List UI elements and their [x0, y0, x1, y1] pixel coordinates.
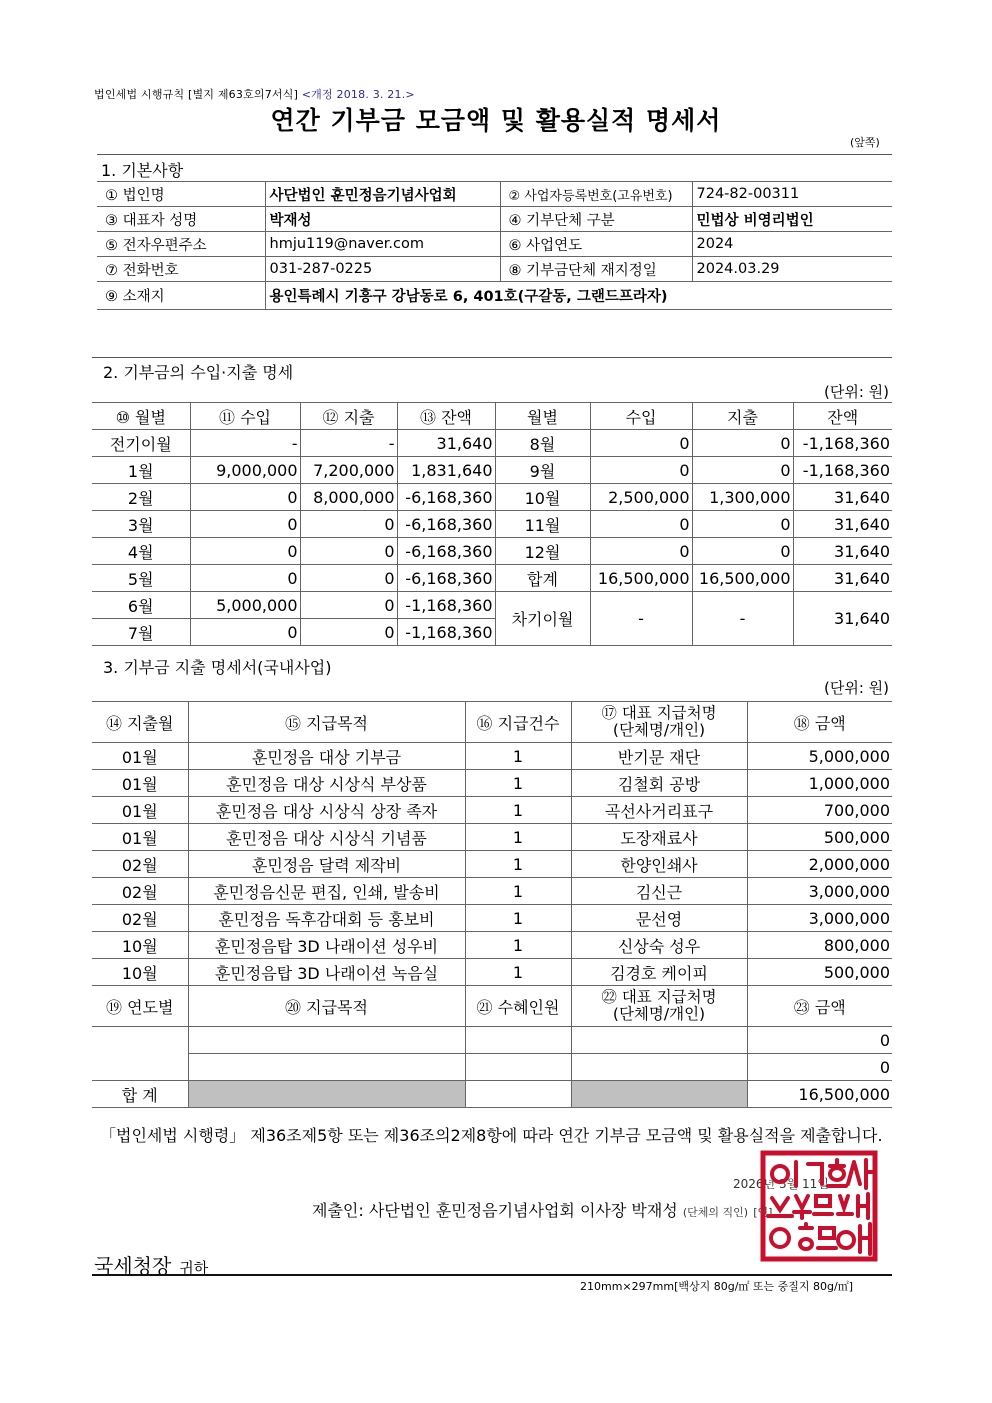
purpose-cell: 훈민정음 달력 제작비 [188, 851, 465, 878]
purpose-cell: 훈민정음 대상 시상식 부상품 [188, 770, 465, 797]
expense-cell: 0 [300, 619, 397, 646]
section2-top-rule [92, 357, 892, 358]
header-income-2: 수입 [590, 403, 692, 430]
amount-cell: 1,000,000 [747, 770, 892, 797]
month-cell: 4월 [92, 538, 190, 565]
expense-cell: 16,500,000 [692, 565, 793, 592]
value-phone: 031-287-0225 [265, 257, 500, 282]
total-purpose-shaded [188, 1081, 465, 1108]
submitter-line [312, 1198, 772, 1221]
header-balance: ⑬ 잔액 [397, 403, 495, 430]
expense-month-cell: 01월 [92, 797, 188, 824]
table-header-row [92, 702, 892, 743]
expense-cell: 0 [300, 592, 397, 619]
table-row [92, 824, 892, 851]
carry-forward-month-cell: 차기이월 [495, 592, 590, 646]
balance-cell: 31,640 [793, 511, 892, 538]
table-row [92, 851, 892, 878]
amount-cell: 500,000 [747, 824, 892, 851]
count-cell: 1 [465, 743, 571, 770]
amount-cell: 5,000,000 [747, 743, 892, 770]
income-cell: 0 [190, 565, 300, 592]
value-email: hmju119@naver.com [265, 232, 500, 257]
label-business-year: ⑥ 사업연도 [500, 232, 692, 257]
total-row [92, 1081, 892, 1108]
label-address: ⑨ 소재지 [97, 282, 265, 310]
table-row [92, 743, 892, 770]
count-cell: 1 [465, 932, 571, 959]
balance-cell: -1,168,360 [397, 592, 495, 619]
month-cell: 11월 [495, 511, 590, 538]
value-address: 용인특례시 기흥구 강남동로 6, 401호(구갈동, 그랜드프라자) [265, 282, 892, 310]
month-cell: 3월 [92, 511, 190, 538]
seal-glyphs [768, 1160, 872, 1254]
purpose-cell: 훈민정음 독후감대회 등 홍보비 [188, 905, 465, 932]
table-row [92, 538, 892, 565]
amount-cell: 700,000 [747, 797, 892, 824]
count-cell: 1 [465, 824, 571, 851]
balance-cell: -6,168,360 [397, 565, 495, 592]
submitter-label: 제출인: 사단법인 훈민정음기념사업회 이사장 박재성 [312, 1201, 678, 1220]
value-corp-name: 사단법인 훈민정음기념사업회 [265, 182, 500, 207]
expense-month-cell: 02월 [92, 878, 188, 905]
submitter-note: (단체의 직인) [682, 1206, 749, 1219]
value-business-number: 724-82-00311 [692, 182, 892, 207]
label-redesignation-date: ⑧ 기부금단체 재지정일 [500, 257, 692, 282]
label-email: ⑤ 전자우편주소 [97, 232, 265, 257]
month-cell: 합계 [495, 565, 590, 592]
yearly-payee-cell [571, 1054, 747, 1081]
recipient-name: 국세청장 [94, 1254, 172, 1278]
carry-forward-balance-cell: 31,640 [793, 592, 892, 646]
value-donation-org-type: 민법상 비영리법인 [692, 207, 892, 232]
form-identifier [94, 86, 415, 102]
yearly-amount-cell: 0 [747, 1054, 892, 1081]
month-cell: 10월 [495, 484, 590, 511]
section3-unit: (단위: 원) [824, 679, 889, 697]
header-balance-2: 잔액 [793, 403, 892, 430]
header-count: ⑯ 지급건수 [465, 702, 571, 743]
submission-statement: 「법인세법 시행령」 제36조제5항 또는 제36조의2제8항에 따라 연간 기부금 모금액 및 활용실적을 제출합니다. [100, 1126, 883, 1145]
table-row [92, 511, 892, 538]
purpose-cell: 훈민정음 대상 시상식 기념품 [188, 824, 465, 851]
form-id-text: 법인세법 시행규칙 [별지 제63호의7서식] [94, 88, 299, 101]
page-side-label: (앞쪽) [850, 136, 880, 149]
income-cell: 0 [190, 484, 300, 511]
month-cell: 2월 [92, 484, 190, 511]
value-redesignation-date: 2024.03.29 [692, 257, 892, 282]
balance-cell: 31,640 [793, 484, 892, 511]
header-yearly-purpose: ⑳ 지급목적 [188, 986, 465, 1027]
seal-mark: [인] [753, 1206, 773, 1219]
header-income: ⑪ 수입 [190, 403, 300, 430]
expense-month-cell: 10월 [92, 932, 188, 959]
header-year: ⑲ 연도별 [92, 986, 188, 1027]
label-corp-name: ① 법인명 [97, 182, 265, 207]
table-row [92, 797, 892, 824]
income-cell: 9,000,000 [190, 457, 300, 484]
payee-cell: 신상숙 성우 [571, 932, 747, 959]
table-row [92, 959, 892, 986]
page-title: 연간 기부금 모금액 및 활용실적 명세서 [270, 106, 722, 135]
total-payee-shaded [571, 1081, 747, 1108]
header-payee-line1: ⑰ 대표 지급처명 [601, 704, 717, 722]
amount-cell: 2,000,000 [747, 851, 892, 878]
amount-cell: 800,000 [747, 932, 892, 959]
expense-month-cell: 10월 [92, 959, 188, 986]
table-row [92, 484, 892, 511]
month-cell: 전기이월 [92, 430, 190, 457]
header-yearly-payee-line1: ㉒ 대표 지급처명 [601, 988, 717, 1006]
expense-cell: 0 [300, 538, 397, 565]
month-cell: 8월 [495, 430, 590, 457]
income-cell: 0 [590, 511, 692, 538]
month-cell: 9월 [495, 457, 590, 484]
value-business-year: 2024 [692, 232, 892, 257]
expense-cell: 0 [300, 511, 397, 538]
footer-rule [92, 1274, 892, 1276]
month-cell: 5월 [92, 565, 190, 592]
payee-cell: 한양인쇄사 [571, 851, 747, 878]
expense-cell: 1,300,000 [692, 484, 793, 511]
carry-forward-income-cell: - [590, 592, 692, 646]
label-donation-org-type: ④ 기부단체 구분 [500, 207, 692, 232]
expense-cell: 0 [692, 457, 793, 484]
info-row [97, 257, 892, 282]
income-cell: 0 [190, 511, 300, 538]
amount-cell: 500,000 [747, 959, 892, 986]
total-amount: 16,500,000 [747, 1081, 892, 1108]
header-yearly-payee [571, 986, 747, 1027]
count-cell: 1 [465, 959, 571, 986]
month-cell: 12월 [495, 538, 590, 565]
month-cell: 1월 [92, 457, 190, 484]
header-expense-month: ⑭ 지출월 [92, 702, 188, 743]
info-row [97, 282, 892, 310]
recipient-suffix: 귀하 [179, 1259, 209, 1277]
income-cell: 0 [590, 538, 692, 565]
header-expense: ⑫ 지출 [300, 403, 397, 430]
header-yearly-amount: ㉓ 금액 [747, 986, 892, 1027]
payee-cell: 김경호 케이피 [571, 959, 747, 986]
count-cell: 1 [465, 770, 571, 797]
expense-month-cell: 02월 [92, 851, 188, 878]
info-row [97, 207, 892, 232]
header-month: ⑩ 월별 [92, 403, 190, 430]
income-cell: - [190, 430, 300, 457]
month-cell: 6월 [92, 592, 190, 619]
expense-month-cell: 01월 [92, 770, 188, 797]
purpose-cell: 훈민정음신문 편집, 인쇄, 발송비 [188, 878, 465, 905]
income-cell: 2,500,000 [590, 484, 692, 511]
income-expense-table [92, 402, 892, 646]
month-cell: 7월 [92, 619, 190, 646]
income-cell: 5,000,000 [190, 592, 300, 619]
expense-cell: 0 [692, 511, 793, 538]
balance-cell: 1,831,640 [397, 457, 495, 484]
count-cell: 1 [465, 905, 571, 932]
payee-cell: 김철회 공방 [571, 770, 747, 797]
income-cell: 0 [190, 538, 300, 565]
expense-cell: 0 [692, 538, 793, 565]
yearly-row [92, 1054, 892, 1081]
table-header-row [92, 403, 892, 430]
table-row [92, 905, 892, 932]
year-cell [92, 1027, 188, 1081]
total-label: 합 계 [92, 1081, 188, 1108]
income-cell: 0 [190, 619, 300, 646]
expense-month-cell: 01월 [92, 824, 188, 851]
section3-title: 3. 기부금 지출 명세서(국내사업) [103, 658, 332, 677]
balance-cell: -1,168,360 [397, 619, 495, 646]
expense-month-cell: 01월 [92, 743, 188, 770]
total-count-empty [465, 1081, 571, 1108]
expense-cell: 8,000,000 [300, 484, 397, 511]
payee-cell: 문선영 [571, 905, 747, 932]
yearly-row [92, 1027, 892, 1054]
purpose-cell: 훈민정음 대상 시상식 상장 족자 [188, 797, 465, 824]
section1-title: 1. 기본사항 [101, 161, 184, 180]
count-cell: 1 [465, 851, 571, 878]
table-row [92, 878, 892, 905]
header-payee-line2: (단체명/개인) [612, 721, 706, 739]
beneficiaries-cell [465, 1054, 571, 1081]
count-cell: 1 [465, 797, 571, 824]
amount-cell: 3,000,000 [747, 905, 892, 932]
purpose-cell: 훈민정음탑 3D 나래이션 녹음실 [188, 959, 465, 986]
payee-cell: 곡선사거리표구 [571, 797, 747, 824]
amount-cell: 3,000,000 [747, 878, 892, 905]
purpose-cell: 훈민정음탑 3D 나래이션 성우비 [188, 932, 465, 959]
balance-cell: -1,168,360 [793, 457, 892, 484]
balance-cell: -6,168,360 [397, 511, 495, 538]
header-beneficiaries: ㉑ 수혜인원 [465, 986, 571, 1027]
payee-cell: 김신근 [571, 878, 747, 905]
table-row [92, 565, 892, 592]
section2-title: 2. 기부금의 수입·지출 명세 [103, 363, 294, 382]
table-row [92, 457, 892, 484]
yearly-purpose-cell [188, 1027, 465, 1054]
submission-date: 2026년 3월 11일 [733, 1177, 829, 1191]
header-purpose: ⑮ 지급목적 [188, 702, 465, 743]
yearly-amount-cell: 0 [747, 1027, 892, 1054]
income-cell: 0 [590, 430, 692, 457]
expense-cell: 7,200,000 [300, 457, 397, 484]
header-payee [571, 702, 747, 743]
table-row [92, 932, 892, 959]
label-business-number: ② 사업자등록번호(고유번호) [500, 182, 692, 207]
expense-cell: - [300, 430, 397, 457]
balance-cell: 31,640 [397, 430, 495, 457]
section2-unit: (단위: 원) [824, 383, 889, 401]
label-phone: ⑦ 전화번호 [97, 257, 265, 282]
balance-cell: -6,168,360 [397, 484, 495, 511]
label-representative: ③ 대표자 성명 [97, 207, 265, 232]
expense-detail-table [92, 701, 892, 1108]
balance-cell: 31,640 [793, 538, 892, 565]
header-yearly-payee-line2: (단체명/개인) [612, 1005, 706, 1023]
payee-cell: 도장재료사 [571, 824, 747, 851]
income-cell: 16,500,000 [590, 565, 692, 592]
balance-cell: -6,168,360 [397, 538, 495, 565]
header-month-2: 월별 [495, 403, 590, 430]
value-representative: 박재성 [265, 207, 500, 232]
header-amount: ⑱ 금액 [747, 702, 892, 743]
official-seal-stamp [760, 1150, 878, 1262]
yearly-header-row [92, 986, 892, 1027]
count-cell: 1 [465, 878, 571, 905]
expense-month-cell: 02월 [92, 905, 188, 932]
table-row [92, 592, 892, 619]
table-row [92, 770, 892, 797]
balance-cell: 31,640 [793, 565, 892, 592]
basic-info-table [97, 181, 892, 310]
income-cell: 0 [590, 457, 692, 484]
expense-cell: 0 [692, 430, 793, 457]
payee-cell: 반기문 재단 [571, 743, 747, 770]
info-row [97, 182, 892, 207]
yearly-purpose-cell [188, 1054, 465, 1081]
expense-cell: 0 [300, 565, 397, 592]
balance-cell: -1,168,360 [793, 430, 892, 457]
table-row [92, 430, 892, 457]
purpose-cell: 훈민정음 대상 기부금 [188, 743, 465, 770]
yearly-payee-cell [571, 1027, 747, 1054]
beneficiaries-cell [465, 1027, 571, 1054]
info-row [97, 232, 892, 257]
revision-date: <개정 2018. 3. 21.> [301, 88, 415, 101]
header-expense-2: 지출 [692, 403, 793, 430]
carry-forward-expense-cell: - [692, 592, 793, 646]
paper-specification: 210mm×297mm[백상지 80g/㎡ 또는 중질지 80g/㎡] [580, 1280, 854, 1293]
section1-top-rule [97, 154, 892, 155]
